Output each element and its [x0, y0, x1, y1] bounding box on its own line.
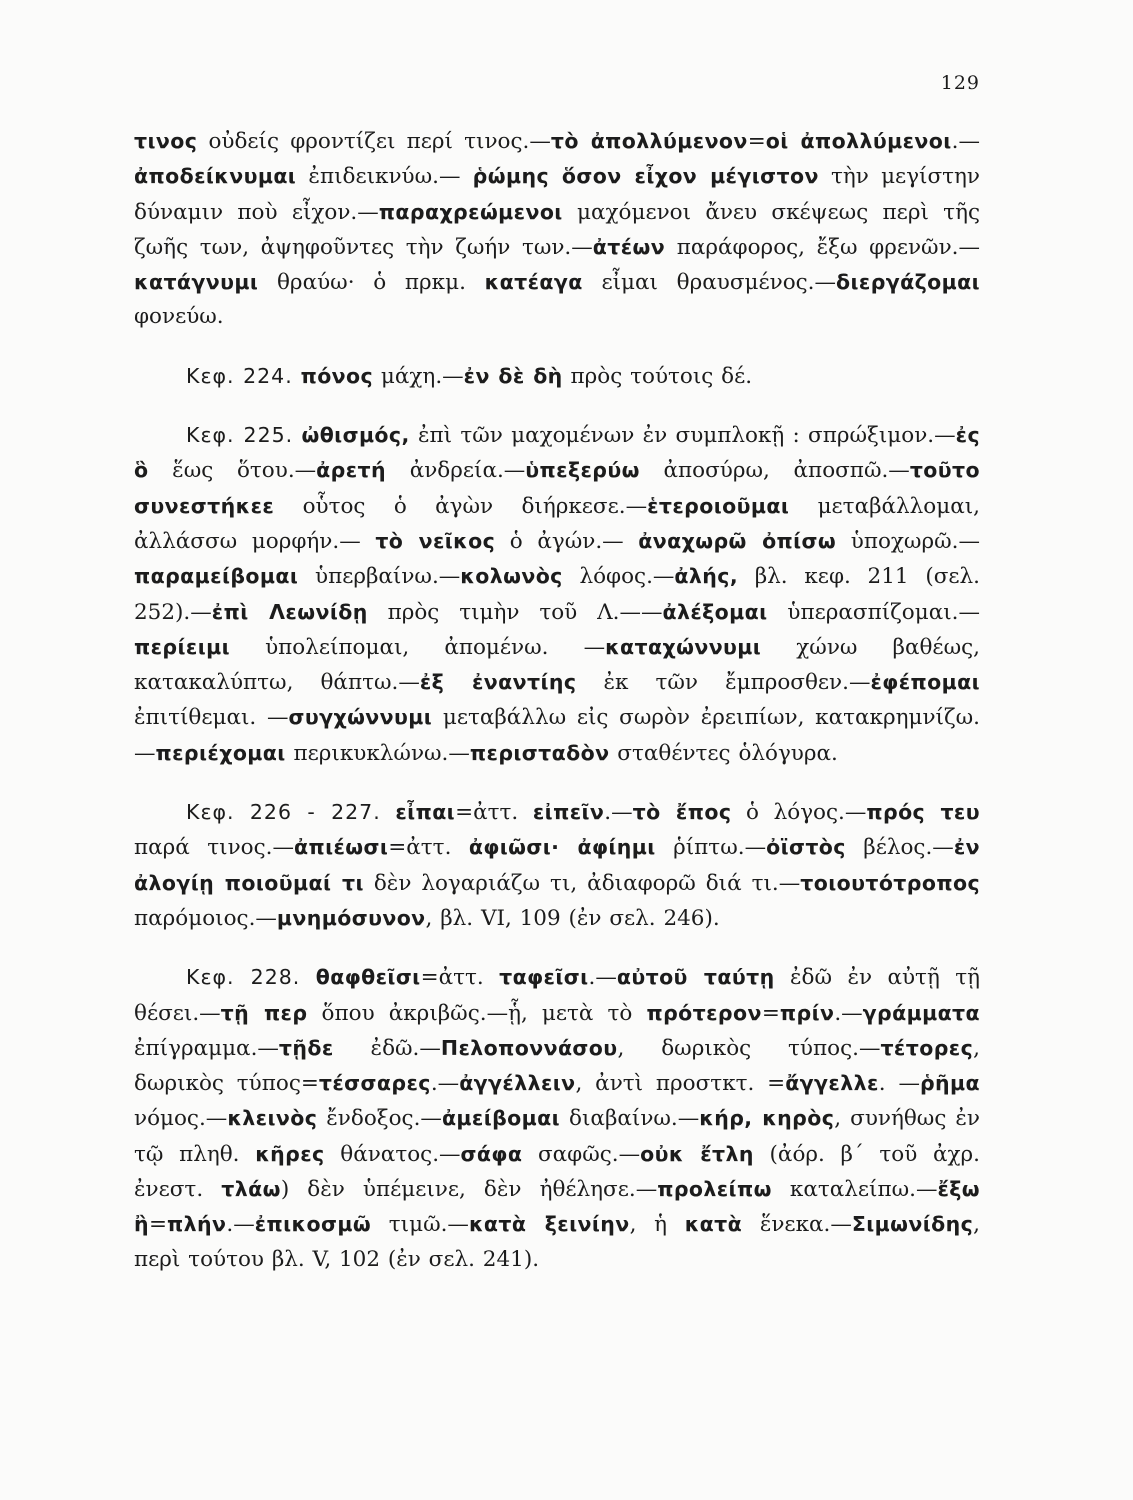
gloss-text: ὑποχωρῶ.— — [836, 528, 980, 554]
gloss-text: , ἡ — [629, 1212, 685, 1238]
gloss-text: ἐπίγραμμα.— — [134, 1035, 279, 1061]
gloss-text: ἕνεκα.— — [742, 1212, 852, 1238]
gloss-text — [300, 965, 315, 990]
lemma-term: ἐξ ἐναντίης — [419, 670, 577, 695]
gloss-text: =ἀττ. — [388, 835, 469, 861]
lemma-term: ἐπὶ Λεωνίδῃ — [211, 599, 368, 624]
gloss-text: διαβαίνω.— — [560, 1106, 700, 1132]
lemma-term: ἀποδείκνυμαι — [134, 164, 297, 189]
lemma-term: Πελοποννάσου — [440, 1035, 618, 1060]
gloss-text: ἐπιδεικνύω.— — [296, 164, 473, 190]
lemma-term: ῥώμης ὅσον εἶχον μέγιστον — [472, 164, 819, 189]
lemma-term: ἀρετή — [316, 458, 387, 483]
lemma-term: καταχώννυμι — [605, 634, 762, 659]
lemma-term: ἐν δὲ δὴ — [463, 363, 563, 388]
lemma-term: ὀϊστὸς — [766, 835, 846, 860]
lemma-term: ἐς ὃ — [134, 423, 981, 483]
gloss-text: παρόμοιος.— — [134, 905, 277, 931]
lemma-term: ταφεῖσι — [499, 965, 589, 990]
gloss-text: .— — [951, 129, 980, 154]
lemma-term: ἀλής, — [674, 564, 739, 589]
lemma-term: ὠθισμός, — [301, 423, 410, 448]
gloss-text: , συνήθως ἐν τῷ πληθ. — [134, 1106, 981, 1167]
gloss-text: ῥίπτω.— — [655, 835, 767, 861]
lemma-term: τινος — [134, 129, 198, 153]
lemma-term: τλάω — [221, 1177, 281, 1202]
chapter-reference: Κεφ. 225. — [186, 423, 294, 448]
gloss-text: , δωρικὸς τύπος.— — [617, 1035, 881, 1061]
gloss-text: εἶμαι θραυσμένος.— — [582, 270, 837, 296]
gloss-text: οὗτος ὁ ἀγὼν διήρκεσε.— — [274, 493, 648, 519]
lemma-term: παραχρεώμενοι — [378, 199, 563, 224]
lemma-term: κατὰ — [684, 1212, 743, 1237]
lemma-term: τέτορες — [880, 1035, 974, 1060]
lemma-term: τὸ ἔπος — [632, 800, 732, 825]
lemma-term: ὑπεξερύω — [525, 458, 640, 483]
gloss-text: βλ. κεφ. 211 (σελ. 252).— — [134, 564, 980, 625]
lemma-term: ἀναχωρῶ ὀπίσω — [638, 528, 837, 553]
gloss-text: =ἀττ. — [455, 800, 533, 826]
chapter-228-note — [134, 960, 980, 1277]
lemma-term: διεργάζομαι — [836, 270, 980, 295]
gloss-text: καταλείπω.— — [771, 1177, 938, 1203]
lemma-term: κολωνὸς — [460, 564, 563, 589]
lemma-term: ἐν ἀλογίῃ ποιοῦμαί τι — [134, 835, 980, 895]
lemma-term: πρίν — [779, 1000, 835, 1025]
lemma-term: εἶπαι — [395, 800, 456, 825]
lemma-term: ἀγγέλλειν — [459, 1071, 576, 1096]
lemma-term: ἀλέξομαι — [662, 599, 768, 624]
gloss-text: ὑπολείπομαι, ἀπομένω. — — [229, 634, 606, 660]
gloss-text: πρὸς τιμὴν τοῦ Λ.—— — [367, 599, 663, 625]
gloss-text: ἔνδοξος.— — [317, 1106, 442, 1132]
gloss-text: πρὸς τούτοις δέ. — [562, 363, 753, 389]
gloss-text: ὅπου ἀκριβῶς.—ᾗ, μετὰ τὸ — [307, 1000, 647, 1026]
gloss-text: =ἀττ. — [420, 965, 500, 991]
lemma-term: ἄγγελλε — [785, 1071, 879, 1096]
lemma-term: τῇ περ — [220, 1000, 308, 1025]
gloss-text: θάνατος.— — [324, 1141, 461, 1167]
chapter-reference: Κεφ. 226 - 227. — [186, 800, 381, 825]
gloss-text: .— — [604, 800, 633, 826]
lemma-term: τὸ νεῖκος — [375, 528, 496, 553]
lemma-term: ἀτέων — [592, 234, 666, 259]
gloss-text: φονεύω. — [134, 304, 224, 330]
gloss-text: οὐδείς φροντίζει περί τινος.— — [197, 129, 551, 154]
gloss-text: ἐπὶ τῶν μαχομένων ἐν συμπλοκῇ : σπρώξιμον.— — [409, 423, 956, 449]
gloss-text — [381, 800, 396, 825]
lemma-term: αὐτοῦ ταύτῃ — [616, 965, 775, 990]
lemma-term: οἱ ἀπολλύμενοι — [765, 129, 952, 153]
lemma-term: θαφθεῖσι — [315, 965, 421, 990]
gloss-text: .— — [430, 1071, 460, 1097]
lemma-term: τέσσαρες — [318, 1071, 431, 1096]
gloss-text: = — [149, 1212, 168, 1238]
lemma-term: ἔξω ἢ — [134, 1177, 980, 1237]
lemma-term: ἀφιῶσι· ἀφίημι — [468, 835, 656, 860]
page-number: 129 — [940, 72, 980, 94]
lemma-term: κῆρες — [255, 1141, 325, 1166]
lemma-term: ἀμείβομαι — [441, 1106, 561, 1131]
gloss-text: μαχόμενοι ἄνευ σκέψεως περὶ τῆς ζωῆς των, ἀψηφοῦντες τὴν ζωήν των.— — [134, 199, 981, 260]
gloss-text: .— — [588, 965, 617, 991]
lemma-term: ἑτεροιοῦμαι — [647, 493, 790, 518]
lemma-term: κήρ, κηρὸς — [699, 1106, 835, 1131]
lemma-term: σάφα — [460, 1141, 523, 1166]
gloss-text: βέλος.— — [845, 835, 954, 861]
lemma-term: πρότερον — [646, 1000, 762, 1025]
gloss-text: ἐκ τῶν ἔμπροσθεν.— — [576, 670, 871, 696]
gloss-text: = — [761, 1000, 780, 1026]
lemma-term: πόνος — [300, 363, 374, 388]
gloss-text: παράφορος, ἔξω φρενῶν.— — [665, 234, 980, 260]
gloss-text: , περὶ τούτου βλ. V, 102 (ἐν σελ. 241). — [134, 1212, 980, 1272]
gloss-text: , δωρικὸς τύπος= — [134, 1035, 980, 1097]
lemma-term: τὸ ἀπολλύμενον — [550, 129, 748, 153]
chapter-226-227-note — [134, 795, 980, 936]
gloss-text: ὁ ἀγών.— — [495, 528, 639, 554]
gloss-text: ἀποσύρω, ἀποσπῶ.— — [639, 458, 910, 484]
lemma-term: κλεινὸς — [227, 1106, 318, 1131]
lemma-term: ἀπιέωσι — [293, 835, 389, 860]
gloss-text: ἐπιτίθεμαι. — — [134, 705, 289, 731]
lemma-term: εἰπεῖν — [532, 800, 605, 825]
lemma-term: Σιμωνίδης — [851, 1212, 974, 1237]
lemma-term: οὐκ ἔτλη — [640, 1141, 754, 1166]
chapter-reference: Κεφ. 224. — [186, 363, 293, 388]
gloss-text: χώνω βαθέως, κατακαλύπτω, θάπτω.— — [134, 634, 980, 696]
gloss-text: ἀνδρεία.— — [386, 458, 526, 484]
lemma-term: περιέχομαι — [155, 740, 286, 765]
lemma-term: συγχώννυμι — [288, 705, 433, 730]
gloss-text: θραύω· ὁ πρκμ. — [258, 270, 485, 296]
gloss-text: ) δὲν ὑπέμεινε, δὲν ἠθέλησε.— — [280, 1177, 658, 1203]
gloss-text: ὑπερβαίνω.— — [298, 564, 461, 590]
gloss-text: σταθέντες ὁλόγυρα. — [609, 740, 838, 766]
gloss-text: ὁ λόγος.— — [731, 800, 867, 826]
lemma-term: προλείπω — [657, 1177, 772, 1202]
commentary-paragraph — [134, 124, 980, 335]
lemma-term: πρός τευ — [866, 800, 980, 825]
lemma-term: κατέαγα — [484, 270, 583, 295]
gloss-text: ἕως ὅτου.— — [148, 458, 317, 484]
lemma-term: τῇδε — [278, 1035, 334, 1060]
lemma-term: τοιουτότροπος — [800, 870, 980, 895]
gloss-text: νόμος.— — [134, 1106, 228, 1132]
gloss-text: τιμῶ.— — [371, 1212, 469, 1238]
lemma-term: παραμείβομαι — [134, 564, 299, 589]
lemma-term: μνημόσυνον — [276, 905, 426, 930]
lemma-term: κατὰ ξεινίην — [468, 1212, 630, 1237]
lemma-term: τοῦτο συνεστήκεε — [134, 458, 980, 518]
gloss-text: δὲν λογαριάζω τι, ἀδιαφορῶ διά τι.— — [363, 870, 801, 896]
lemma-term: περισταδὸν — [469, 740, 610, 765]
gloss-text: μάχη.— — [373, 363, 464, 389]
gloss-text: ἐδῶ.— — [333, 1035, 441, 1061]
lemma-term: περίειμι — [134, 634, 230, 659]
gloss-text: .— — [834, 1000, 863, 1026]
lemma-term: ῥῆμα — [919, 1071, 980, 1096]
gloss-text: ὑπερασπίζομαι.— — [767, 599, 980, 625]
gloss-text: (ἀόρ. β΄ τοῦ ἀχρ. ἐνεστ. — [134, 1141, 980, 1203]
chapter-reference: Κεφ. 228. — [186, 965, 301, 990]
lemma-term: ἐφέπομαι — [870, 670, 980, 695]
lemma-term: πλήν — [167, 1212, 227, 1237]
gloss-text: μεταβάλλομαι, ἀλλάσσω μορφήν.— — [134, 493, 981, 554]
lemma-term: ἐπικοσμῶ — [254, 1212, 372, 1237]
gloss-text — [293, 364, 301, 389]
gloss-text: σαφῶς.— — [522, 1141, 641, 1167]
gloss-text: , ἀντὶ προστκτ. = — [575, 1071, 786, 1097]
gloss-text: , βλ. VI, 109 (ἐν σελ. 246). — [425, 905, 720, 931]
gloss-text: λόφος.— — [562, 564, 675, 590]
gloss-text: ἐδῶ ἐν αὐτῇ τῇ θέσει.— — [134, 965, 981, 1026]
chapter-225-note — [134, 418, 980, 771]
lemma-term: κατάγνυμι — [134, 270, 259, 295]
gloss-text: περικυκλώνω.— — [285, 740, 470, 766]
gloss-text: μεταβάλλω εἰς σωρὸν ἐρειπίων, κατακρημνίζω.— — [134, 705, 980, 766]
lemma-term: γράμματα — [862, 1000, 981, 1025]
gloss-text: . — — [878, 1071, 920, 1097]
gloss-text: παρά τινος.— — [134, 835, 294, 861]
gloss-text: τὴν μεγίστην δύναμιν ποὺ εἶχον.— — [134, 164, 980, 225]
page-body — [134, 124, 980, 1277]
gloss-text: .— — [226, 1212, 255, 1238]
chapter-224-note — [134, 359, 980, 394]
gloss-text: = — [747, 129, 766, 154]
